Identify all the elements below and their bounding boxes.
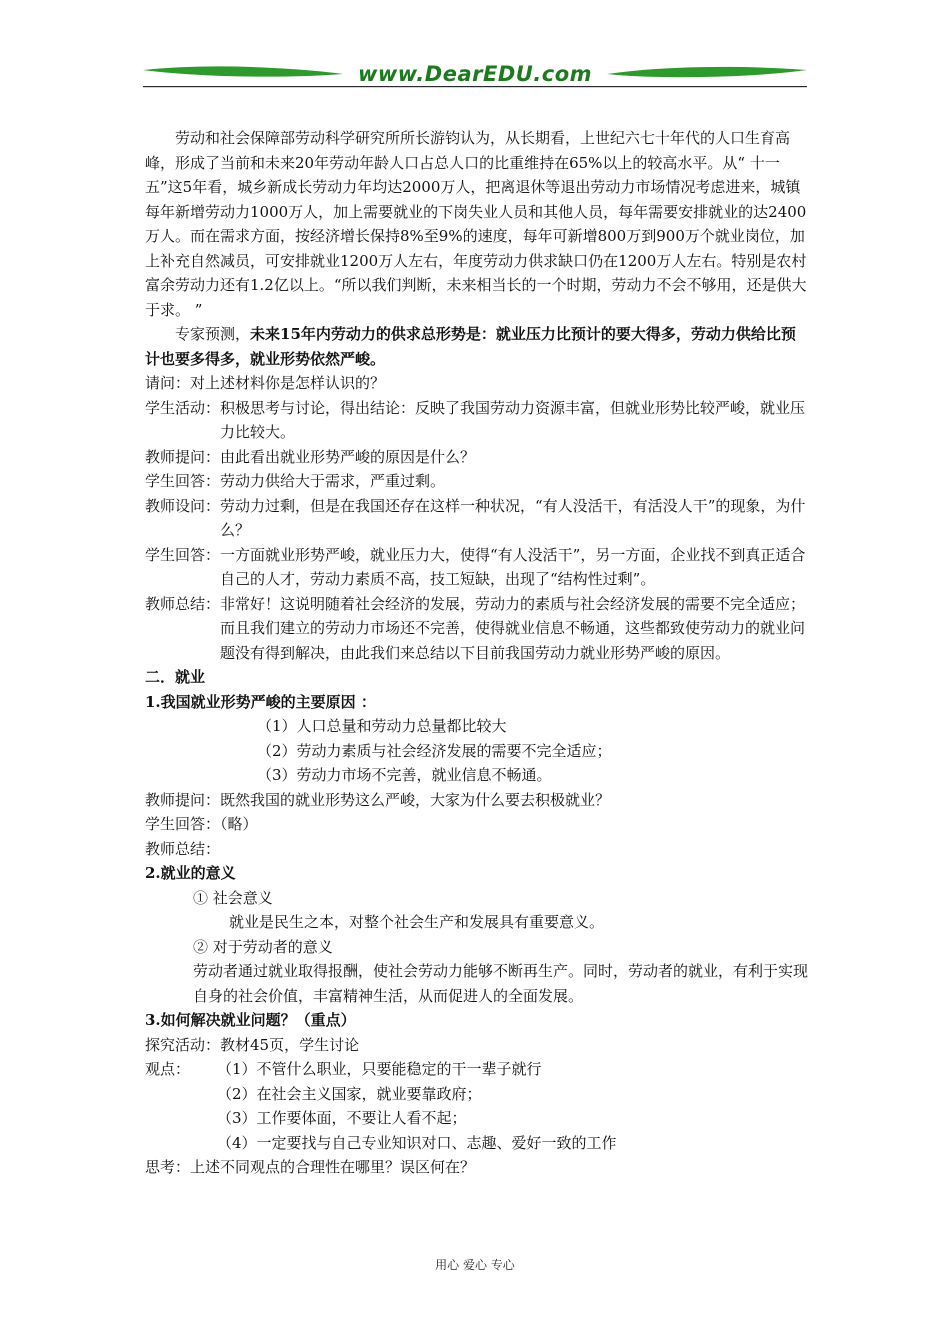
meaning-worker-title: ② 对于劳动者的意义 — [193, 937, 333, 956]
view-item: （1）不管什么职业，只要能稳定的干一辈子就行 — [217, 1060, 542, 1078]
dialog-label: 学生回答： — [145, 472, 221, 490]
subheading-solutions: 3.如何解决就业问题？（重点） — [145, 1011, 356, 1029]
view-item: （4）一定要找与自己专业知识对口、志趣、爱好一致的工作 — [217, 1133, 617, 1152]
dialog-line — [145, 445, 809, 470]
view-item: （2）在社会主义国家，就业要靠政府； — [217, 1084, 482, 1103]
reason-item: （3）劳动力市场不完善，就业信息不畅通。 — [257, 766, 552, 784]
paragraph-forecast — [145, 322, 809, 371]
dialog-text: 一方面就业形势严峻，就业压力大，使得“有人没活干”，另一方面，企业找不到真正适合自己的人才，劳动力素质不高，技工短缺，出现了“结构性过剩”。 — [220, 545, 806, 588]
subheading-meaning: 2.就业的意义 — [145, 864, 236, 882]
dialog-text: 由此看出就业形势严峻的原因是什么？ — [220, 447, 476, 466]
site-url-logo: www.DearEDU.com — [357, 62, 593, 86]
explore-activity: 探究活动：教材45页，学生讨论 — [145, 1035, 360, 1054]
dialog-line — [145, 469, 809, 494]
forecast-bold: 未来15年内劳动力的供求总形势是：就业压力比预计的要大得多，劳动力供给比预计也要多得多，就业形势依然严峻。 — [145, 325, 796, 368]
reason-item: （1）人口总量和劳动力总量都比较大 — [257, 717, 507, 735]
dialog-line — [145, 592, 809, 666]
dialog-line — [145, 396, 809, 445]
forecast-prefix: 专家预测， — [175, 325, 251, 343]
views-block — [145, 1057, 809, 1082]
reason-item: （2）劳动力素质与社会经济发展的需要不完全适应； — [257, 741, 612, 760]
dialog-text: 非常好！这说明随着社会经济的发展，劳动力的素质与社会经济发展的需要不完全适应；而且我们建立的劳动力市场还不完善，使得就业信息不畅通，这些都致使劳动力的就业问题没有得到解决，由此我们来总结以下目前我国劳动力就业形势严峻的原因。 — [220, 594, 806, 662]
page-footer: 用心 爱心 专心 — [435, 1258, 515, 1272]
dialog-text: 劳动力过剩，但是在我国还存在这样一种状况，“有人没活干，有活没人干”的现象，为什么？ — [220, 496, 806, 539]
dialog-label: 教师总结： — [145, 594, 221, 613]
meaning-worker-text: 劳动者通过就业取得报酬，使社会劳动力能够不断再生产。同时，劳动者的就业，有利于实现自身的社会价值，丰富精神生活，从而促进人的全面发展。 — [193, 962, 809, 1005]
think-question: 思考：上述不同观点的合理性在哪里？误区何在？ — [145, 1158, 476, 1176]
dialog-text: 劳动力供给大于需求，严重过剩。 — [220, 472, 446, 490]
meaning-social-text: 就业是民生之本，对整个社会生产和发展具有重要意义。 — [229, 913, 605, 931]
dialog-line — [145, 494, 809, 543]
meaning-social-title: ① 社会意义 — [193, 888, 273, 907]
dialog-line — [145, 543, 809, 592]
subheading-reasons: 1.我国就业形势严峻的主要原因 ： — [145, 692, 376, 711]
views-label: 观点： — [145, 1060, 191, 1078]
page-header — [143, 58, 807, 94]
dialog-label: 学生回答： — [145, 545, 221, 564]
question-line: 请问：对上述材料你是怎样认识的？ — [145, 374, 386, 392]
document-body — [145, 126, 809, 1180]
dialog-label: 学生活动： — [145, 398, 221, 417]
dialog-label: 教师提问： — [145, 447, 221, 466]
view-item: （3）工作要体面，不要让人看不起； — [217, 1109, 467, 1127]
student-answer: 学生回答：（略） — [145, 815, 258, 833]
teacher-question: 教师提问：既然我国的就业形势这么严峻，大家为什么要去积极就业？ — [145, 790, 611, 809]
paragraph-background: 劳动和社会保障部劳动科学研究所所长游钧认为，从长期看，上世纪六七十年代的人口生育高峰，形成了当前和未来20年劳动年龄人口占总人口的比重维持在65%以上的较高水平。从“ 十一五”这5年看，城乡新成长劳动力年均达2000万人，把离退休等退出劳动力市场情况考虑进来，城镇每年新增劳动力1000万人，加上需要就业的下岗失业人员和其他人员，每年需要安排就业的达2400万人。而在需求方面，按经济增长保持8%至9%的速度，每年可新增800万到900万个就业岗位，加上补充自然减员，可安排就业1200万人左右，年度劳动力供求缺口仍在1200万人左右。特别是农村富余劳动力还有1.2亿以上。“所以我们判断，未来相当长的一个时期，劳动力不会不够用，还是供大于求。 ” — [145, 129, 807, 319]
teacher-summary: 教师总结： — [145, 839, 221, 858]
dialog-text: 积极思考与讨论，得出结论：反映了我国劳动力资源丰富，但就业形势比较严峻，就业压力比较大。 — [220, 398, 806, 441]
section-heading-employment: 二．就业 — [145, 668, 206, 686]
dialog-label: 教师设问： — [145, 496, 221, 515]
